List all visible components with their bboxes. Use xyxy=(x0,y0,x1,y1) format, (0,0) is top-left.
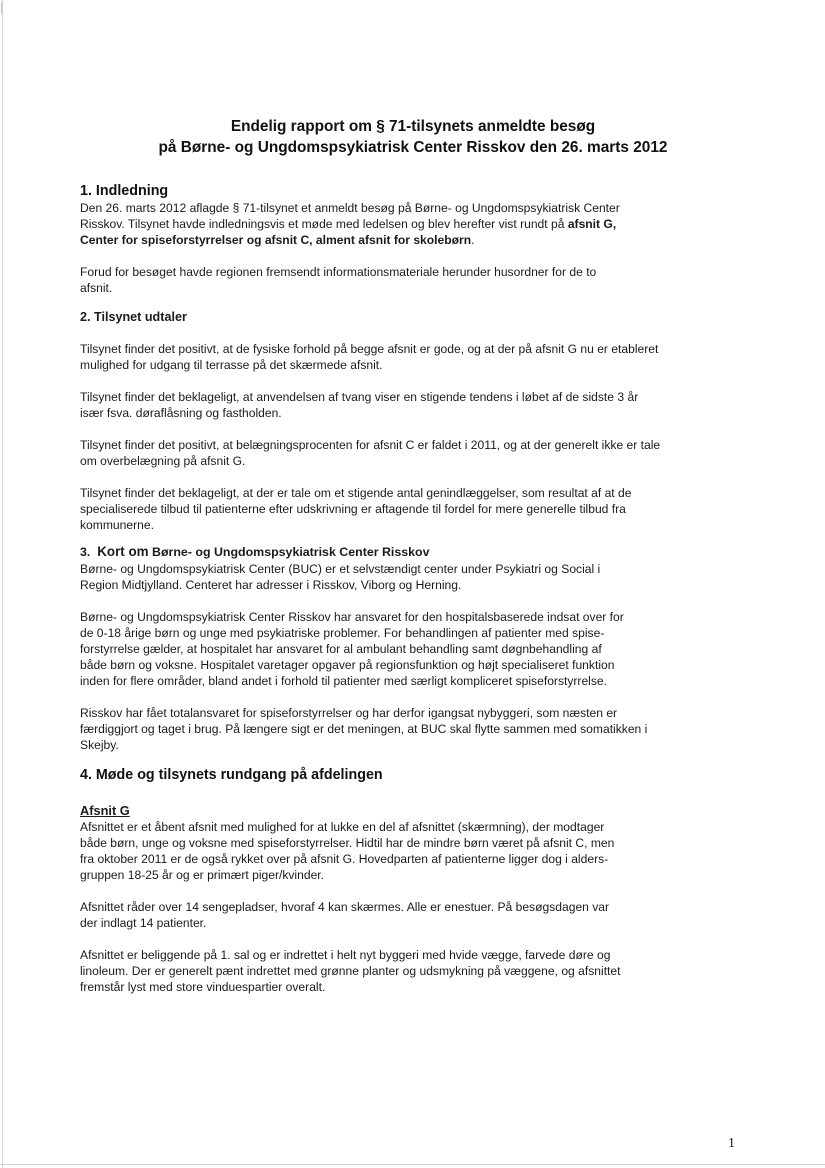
text-line: forstyrrelse gælder, at hospitalet har ansvaret for al ambulant behandling samt døgnbehandling af xyxy=(80,642,602,656)
text-line: linoleum. Der er generelt pænt indrettet med grønne planter og udsmykning på væggene, og afsnittet xyxy=(80,964,621,978)
text-line: om overbelægning på afsnit G. xyxy=(80,454,246,468)
text-line: både børn og voksne. Hospitalet varetager opgaver på regionsfunktion og højt specialiseret funktion xyxy=(80,658,615,672)
section-1-paragraph-1 xyxy=(80,200,748,248)
page-number: 1 xyxy=(728,1136,735,1151)
text-line: Skejby. xyxy=(80,738,119,752)
text-line: Forud for besøget havde regionen fremsendt informationsmateriale herunder husordner for de to xyxy=(80,265,597,279)
bold-text: Center for spiseforstyrrelser og afsnit C, alment afsnit for skolebørn xyxy=(80,233,472,247)
text-line: inden for flere områder, bland andet i forhold til patienter med særligt kompliceret spiseforstyrrelse. xyxy=(80,674,607,688)
text-line: fra oktober 2011 er de også rykket over på afsnit G. Hovedparten af patienterne ligger dog i alders- xyxy=(80,852,609,866)
text-line: Afsnittet råder over 14 sengepladser, hvoraf 4 kan skærmes. Alle er enestuer. På besøgsdagen var xyxy=(80,900,610,914)
title-line-1: Endelig rapport om § 71-tilsynets anmeldte besøg xyxy=(230,118,596,135)
section-3-paragraph-2 xyxy=(80,609,748,689)
text-line: mulighed for udgang til terrasse på det skærmede afsnit. xyxy=(80,358,383,372)
section-1-paragraph-2 xyxy=(80,264,748,296)
section-3-title: Børne- og Ungdomspsykiatrisk Center Risskov xyxy=(152,545,430,559)
section-3-heading xyxy=(80,543,748,561)
title-line-2: på Børne- og Ungdomspsykiatrisk Center Risskov den 26. marts 2012 xyxy=(158,139,668,156)
text-line: Børne- og Ungdomspsykiatrisk Center Risskov har ansvaret for den hospitalsbaserede indsat over for xyxy=(80,610,624,624)
section-3-paragraph-1 xyxy=(80,561,748,593)
text-line: kommunerne. xyxy=(80,518,154,532)
text-line: Risskov har fået totalansvaret for spiseforstyrrelser og har derfor igangsat nybyggeri, som næsten er xyxy=(80,706,618,720)
section-2-paragraph-3 xyxy=(80,437,748,469)
text-line: Region Midtjylland. Centeret har adresser i Risskov, Viborg og Herning. xyxy=(80,578,462,592)
section-2-paragraph-2 xyxy=(80,389,748,421)
text-line: fremstår lyst med store vinduespartier overalt. xyxy=(80,980,326,994)
section-2-heading: 2. Tilsynet udtaler xyxy=(80,310,187,324)
text-line: Tilsynet finder det positivt, at de fysiske forhold på begge afsnit er gode, og at der på afsnit G nu er etableret xyxy=(80,342,659,356)
section-2-paragraph-4 xyxy=(80,485,748,533)
report-body xyxy=(80,182,748,995)
section-3-number: 3. xyxy=(80,545,91,559)
text-line: især fsva. døraflåsning og fastholden. xyxy=(80,406,282,420)
text-line: Tilsynet finder det beklageligt, at der er tale om et stigende antal genindlæggelser, som resultat af at de xyxy=(80,486,632,500)
section-4-paragraph-1 xyxy=(80,819,748,883)
text-line: Afsnittet er et åbent afsnit med mulighed for at lukke en del af afsnittet (skærmning), der modtager xyxy=(80,820,605,834)
section-3-kort: Kort om xyxy=(97,544,149,559)
text-line: både børn, unge og voksne med spiseforstyrrelser. Hidtil har de mindre børn været på afsnit C, men xyxy=(80,836,615,850)
bold-text: afsnit G, xyxy=(567,217,617,231)
text-line: Børne- og Ungdomspsykiatrisk Center (BUC) er et selvstændigt center under Psykiatri og Social i xyxy=(80,562,601,576)
section-3-paragraph-3 xyxy=(80,705,748,753)
text-line: gruppen 18-25 år og er primært piger/kvinder. xyxy=(80,868,325,882)
text-line: færdiggjort og taget i brug. På længere sigt er det meningen, at BUC skal flytte sammen med somatikken i xyxy=(80,722,648,736)
scan-edge-bottom xyxy=(0,1164,825,1165)
text-line: der indlagt 14 patienter. xyxy=(80,916,207,930)
text-line: Risskov. Tilsynet havde indledningsvis et møde med ledelsen og blev herefter vist rundt på xyxy=(80,217,568,231)
text-line: Den 26. marts 2012 aflagde § 71-tilsynet et anmeldt besøg på Børne- og Ungdomspsykiatrisk Center xyxy=(80,201,620,215)
section-2-paragraph-1 xyxy=(80,341,748,373)
section-4-paragraph-3 xyxy=(80,947,748,995)
afsnit-g-heading: Afsnit G xyxy=(80,803,130,818)
section-4-paragraph-2 xyxy=(80,899,748,931)
report-title xyxy=(80,116,746,158)
scan-corner-mark xyxy=(1,2,7,14)
text-line: Tilsynet finder det positivt, at belægningsprocenten for afsnit C er faldet i 2011, og at der generelt ikke er tale xyxy=(80,438,661,452)
scan-edge-left xyxy=(2,0,3,1168)
text-end: . xyxy=(471,233,475,247)
text-line: Tilsynet finder det beklageligt, at anvendelsen af tvang viser en stigende tendens i løbet af de sidste 3 år xyxy=(80,390,639,404)
text-line: Afsnittet er beliggende på 1. sal og er indrettet i helt nyt byggeri med hvide vægge, farvede døre og xyxy=(80,948,611,962)
text-line: afsnit. xyxy=(80,281,113,295)
text-line: de 0-18 årige børn og unge med psykiatriske problemer. For behandlingen af patienter med spise- xyxy=(80,626,605,640)
section-1-heading: 1. Indledning xyxy=(80,183,169,199)
section-4-heading: 4. Møde og tilsynets rundgang på afdelingen xyxy=(80,767,383,783)
text-line: specialiserede tilbud til patienterne efter udskrivning er aftagende til fordel for mere generelle tilbud fra xyxy=(80,502,626,516)
